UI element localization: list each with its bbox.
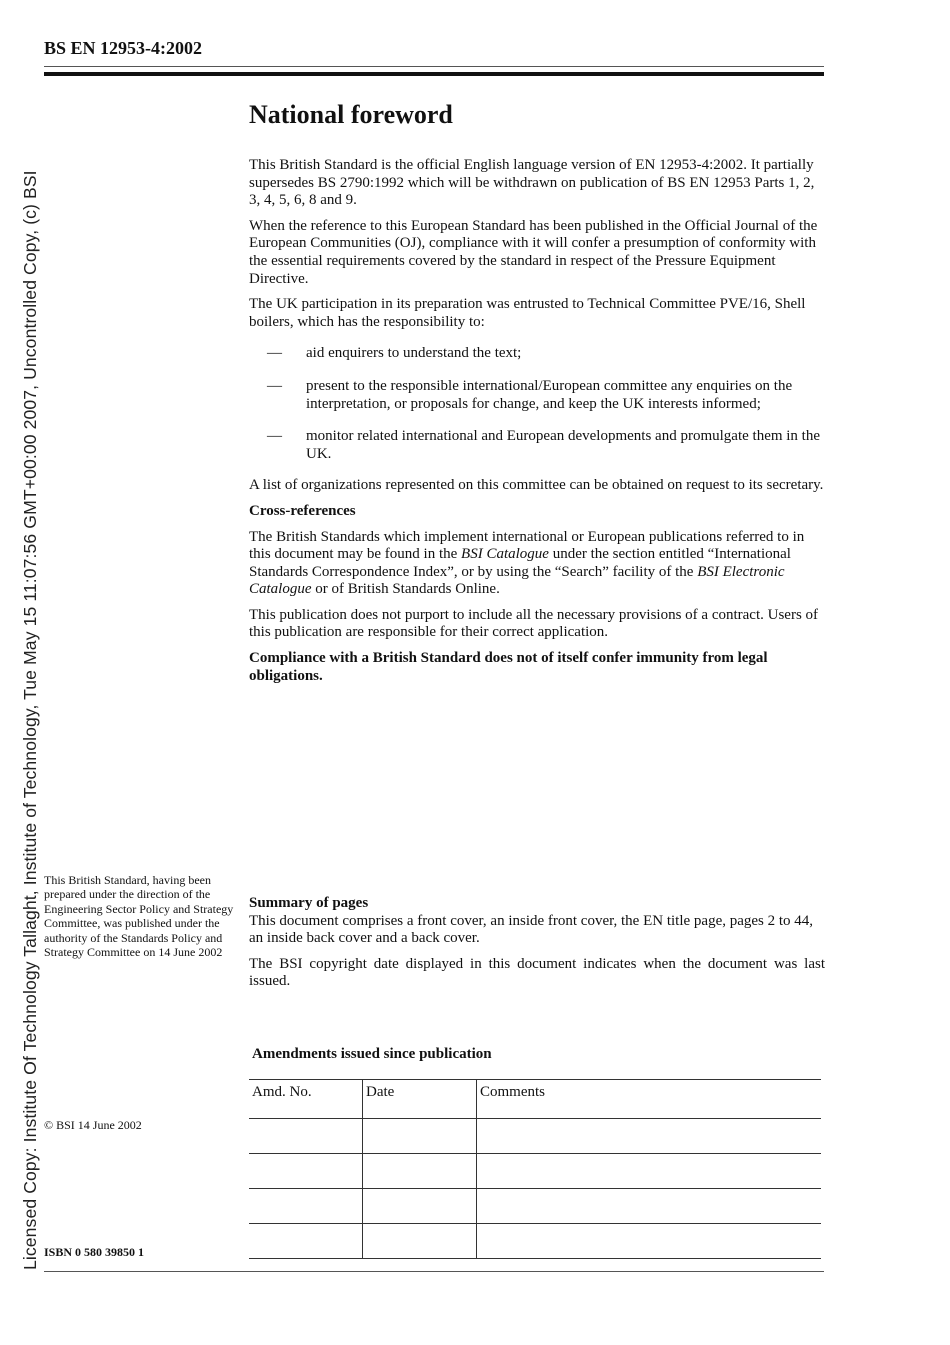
column-header-date: Date bbox=[363, 1080, 477, 1119]
copyright-note: The BSI copyright date displayed in this document indicates when the document was last issued. bbox=[249, 955, 825, 990]
bullet-dash: — bbox=[267, 428, 282, 445]
amendments-title: Amendments issued since publication bbox=[252, 1046, 492, 1062]
table-cell bbox=[363, 1189, 477, 1224]
table-cell bbox=[249, 1224, 363, 1259]
paragraph-intro: This British Standard is the official English language version of EN 12953-4:2002. It partially supersedes BS 2790:1992 which will be withdrawn on publication of BS EN 12953 Parts 1, 2, 3, 4, 5, 6, 8 and 9. bbox=[249, 157, 815, 209]
table-row bbox=[249, 1224, 821, 1259]
compliance-statement: Compliance with a British Standard does not of itself confer immunity from legal obligations. bbox=[249, 650, 768, 684]
column-header-comments: Comments bbox=[477, 1080, 822, 1119]
bullet-dash: — bbox=[267, 345, 282, 362]
list-item-text: aid enquirers to understand the text; bbox=[306, 345, 522, 362]
bsi-electronic-catalogue-title: BSI Electronic Catalogue bbox=[249, 563, 785, 598]
column-header-amd-no: Amd. No. bbox=[249, 1080, 363, 1119]
bullet-dash: — bbox=[267, 377, 282, 394]
publication-sidenote: This British Standard, having been prepared under the direction of the Engineering Sector Policy and Strategy Committee, was published under the authority of the Standards Policy and Strategy Committee on 14 June 2002 bbox=[44, 873, 234, 960]
table-cell bbox=[363, 1119, 477, 1154]
table-cell bbox=[477, 1119, 822, 1154]
table-row bbox=[249, 1119, 821, 1154]
license-watermark: Licensed Copy: Institute Of Technology Tallaght, Institute of Technology, Tue May 15 11:07:56 GMT+00:00 2007, Uncontrolled Copy, (c) BSI bbox=[20, 170, 40, 1270]
list-item bbox=[249, 378, 825, 413]
isbn: ISBN 0 580 39850 1 bbox=[44, 1245, 145, 1259]
table-header-row bbox=[249, 1080, 821, 1119]
paragraph-committee-list: A list of organizations represented on this committee can be obtained on request to its secretary. bbox=[249, 477, 824, 494]
summary-heading: Summary of pages bbox=[249, 895, 369, 911]
table-cell bbox=[477, 1189, 822, 1224]
crossref-heading: Cross-references bbox=[249, 502, 356, 519]
standard-code: BS EN 12953-4:2002 bbox=[44, 38, 203, 58]
table-row bbox=[249, 1154, 821, 1189]
table-cell bbox=[249, 1189, 363, 1224]
paragraph-oj: When the reference to this European Standard has been published in the Official Journal of the European Communities (OJ), compliance with it will confer a presumption of conformity with the essential requirements covered by the standard in respect of the Pressure Equipment Directive. bbox=[249, 217, 818, 287]
foreword-body bbox=[249, 157, 825, 693]
summary-text: This document comprises a front cover, an inside front cover, the EN title page, pages 2 to 44, an inside back cover and a back cover. bbox=[249, 912, 814, 947]
table-cell bbox=[249, 1119, 363, 1154]
paragraph-committee: The UK participation in its preparation was entrusted to Technical Committee PVE/16, Shell boilers, which has the responsibility to: bbox=[249, 296, 806, 330]
paragraph-crossref bbox=[249, 529, 825, 599]
header-rule-thin bbox=[44, 66, 824, 67]
bsi-catalogue-title: BSI Catalogue bbox=[461, 546, 549, 563]
table-cell bbox=[477, 1224, 822, 1259]
header-rule-thick bbox=[44, 72, 824, 76]
summary-of-pages bbox=[249, 895, 825, 999]
crossref-text-1: The British Standards which implement international or European publications referred to in this document may be found in the bbox=[249, 528, 805, 563]
footer-rule bbox=[44, 1271, 824, 1272]
table-cell bbox=[477, 1154, 822, 1189]
crossref-text-3: or of British Standards Online. bbox=[311, 581, 500, 598]
table-cell bbox=[363, 1154, 477, 1189]
table-cell bbox=[249, 1154, 363, 1189]
list-item bbox=[249, 428, 825, 463]
paragraph-provisions: This publication does not purport to include all the necessary provisions of a contract. Users of this publication are responsible for their correct application. bbox=[249, 606, 819, 641]
table-row bbox=[249, 1189, 821, 1224]
copyright: © BSI 14 June 2002 bbox=[44, 1118, 142, 1132]
amendments-table bbox=[249, 1079, 821, 1259]
list-item-text: present to the responsible international/European committee any enquiries on the interpretation, or proposals for change, and keep the UK interests informed; bbox=[306, 377, 793, 412]
list-item-text: monitor related international and European developments and promulgate them in the UK. bbox=[306, 428, 821, 462]
crossref-text-2: under the section entitled “International Standards Correspondence Index”, or by using the “Search” facility of the bbox=[249, 546, 791, 580]
table-cell bbox=[363, 1224, 477, 1259]
page-title: National foreword bbox=[249, 100, 453, 129]
list-item bbox=[249, 345, 825, 363]
